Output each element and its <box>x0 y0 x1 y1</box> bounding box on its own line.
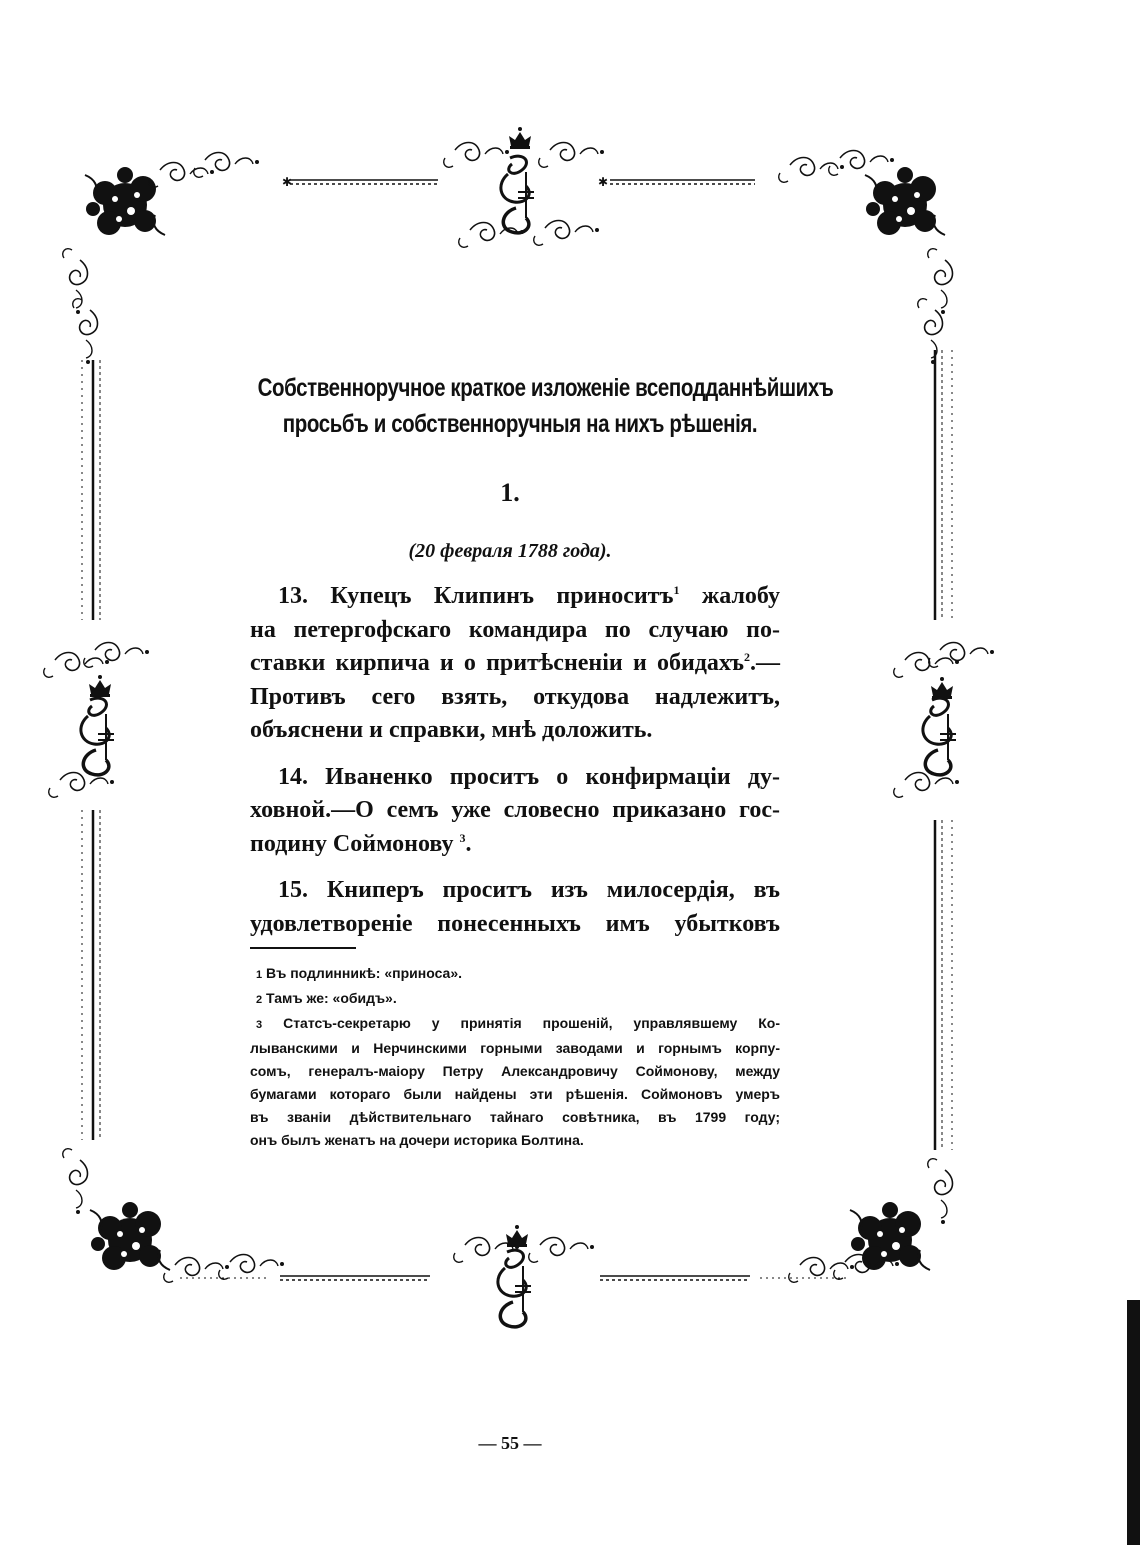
text-line: Противъ сего взять, откудова надлежитъ, <box>250 683 780 710</box>
text-line: 15. Книперъ проситъ изъ милосердія, въ <box>278 877 780 903</box>
footnote-text: Статсъ-секретарю у принятія прошеній, управлявшему Ко- <box>283 1015 781 1031</box>
footnote-text: сомъ, генералъ-маіору Петру Александровичу Соймонову, между <box>250 1063 780 1079</box>
corner-ornament-bottom-left <box>63 1149 284 1283</box>
text-line: ставки кирпича и о притѣсненіи и обидахъ$^2$.— <box>250 650 780 676</box>
footnote-separator <box>250 947 356 949</box>
svg-text:✱: ✱ <box>598 175 609 189</box>
footnote-number: 3 <box>256 1019 263 1031</box>
footnotes <box>250 962 780 1152</box>
bottom-border-lines <box>180 1276 850 1280</box>
corner-ornament-top-right <box>779 151 953 365</box>
footnote-3 <box>250 1012 780 1152</box>
monogram-bottom <box>454 1225 594 1327</box>
text-line: 13. Купецъ Клипинъ приноситъ$^1$ жалобу <box>278 583 780 609</box>
paragraph-15 <box>250 874 780 941</box>
footnote-text: Въ подлинникѣ: «приноса». <box>266 965 462 981</box>
footnote-ref-2: 2 <box>744 650 750 664</box>
monogram-top <box>444 127 604 247</box>
title-line-1: Собственноручное краткое изложеніе всеподданнѣйшихъ <box>257 374 834 402</box>
svg-text:✱: ✱ <box>282 175 293 189</box>
text-line: объяснени и справки, мнѣ доложить. <box>250 717 653 743</box>
footnote-text: въ званіи дѣйствительнаго тайнаго совѣтника, въ 1799 году; <box>250 1109 780 1125</box>
document-title <box>257 370 834 442</box>
corner-ornament-top-left <box>63 153 259 365</box>
footnote-ref-1: 1 <box>673 583 680 597</box>
title-line-2: просьбъ и собственноручныя на нихъ рѣшенія. <box>282 410 758 438</box>
text-line: ховной.—О семъ уже словесно приказано гос- <box>250 797 780 823</box>
footnote-text: онъ былъ женатъ на дочери историка Болтина. <box>250 1132 584 1148</box>
paragraph-13 <box>250 580 780 748</box>
footnote-1 <box>250 962 780 987</box>
footnote-number: 1 <box>256 969 263 981</box>
footnote-text: Тамъ же: «обидъ». <box>266 990 397 1006</box>
text-line: 14. Иваненко проситъ о конфирмаціи ду- <box>278 763 780 790</box>
page-number: — 55 — <box>478 1433 542 1453</box>
left-border-lines <box>82 360 100 1140</box>
footnote-text: лыванскими и Нерчинскими горными заводами и горнымъ корпу- <box>250 1040 780 1056</box>
monogram-right <box>894 643 994 798</box>
section-number: 1. <box>500 478 520 507</box>
section-date: (20 февраля 1788 года). <box>408 540 612 562</box>
footnote-ref-3: 3 <box>459 830 466 845</box>
text-line: на петергофскаго командира по случаю по- <box>250 616 780 643</box>
monogram-left <box>44 643 149 798</box>
main-text <box>250 580 780 954</box>
scan-edge-shadow <box>1127 1300 1140 1545</box>
corner-ornament-bottom-right <box>789 1159 953 1283</box>
paragraph-14 <box>250 761 780 862</box>
top-border-lines <box>282 175 755 189</box>
text-line: удовлетвореніе понесенныхъ имъ убытковъ <box>250 910 780 937</box>
text-line: подину Соймонову $^3$. <box>250 830 472 857</box>
footnote-number: 2 <box>256 994 263 1006</box>
footnote-2 <box>250 987 780 1012</box>
footnote-text: бумагами котораго были найдены эти рѣшенія. Соймоновъ умеръ <box>250 1086 780 1102</box>
